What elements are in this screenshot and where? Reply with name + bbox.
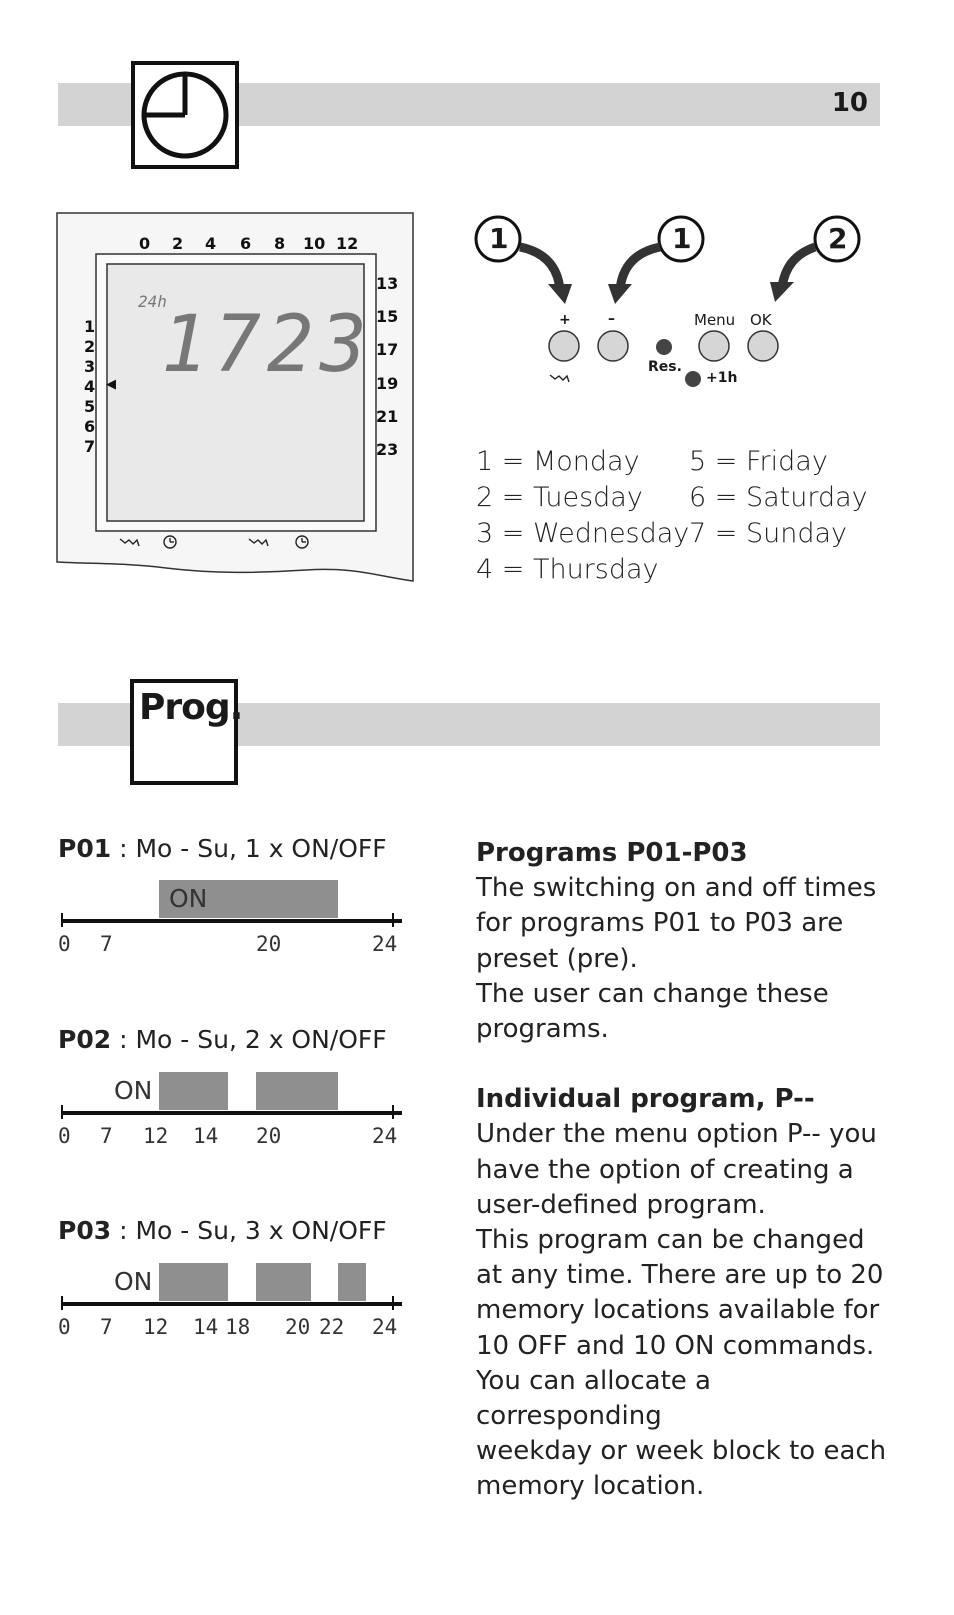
program-desc: : Mo - Su, 3 x ON/OFF: [119, 1216, 387, 1245]
day-number: 7: [84, 437, 96, 456]
tick-label: 24: [372, 1315, 398, 1339]
on-interval-bar: [338, 1263, 366, 1301]
timeline-start-tick: [61, 1296, 63, 1310]
res-button-label: Res.: [648, 359, 682, 375]
timeline-axis: [62, 1111, 402, 1115]
weekday-entry: 2 = Tuesday: [476, 482, 643, 513]
weekday-entry: 7 = Sunday: [689, 518, 847, 549]
program-desc: : Mo - Su, 2 x ON/OFF: [119, 1025, 387, 1054]
tick-label: 0: [58, 1315, 71, 1339]
current-day-marker-icon: ◀: [106, 377, 116, 392]
scale-label: 23: [376, 440, 399, 459]
scale-label: 17: [376, 340, 399, 359]
on-interval-bar: [256, 1072, 339, 1110]
tick-label: 7: [100, 1124, 113, 1148]
on-interval-bar: [159, 1072, 228, 1110]
text-line: You can allocate a corresponding: [476, 1365, 711, 1432]
callout-number: 2: [828, 222, 848, 255]
text-line: programs.: [476, 1014, 609, 1045]
timeline-start-tick: [61, 913, 63, 927]
timeline-start-tick: [61, 1105, 63, 1119]
weekday-entry: 3 = Wednesday: [476, 518, 690, 549]
program-p01-title: [58, 834, 387, 863]
text-line: This program can be changed: [476, 1225, 865, 1256]
program-code: P01: [58, 834, 112, 863]
buttons-panel: [470, 212, 870, 402]
scale-label: 2: [172, 234, 184, 253]
text-line: for programs P01 to P03 are: [476, 908, 844, 939]
scale-label: 4: [205, 234, 217, 253]
day-number: 5: [84, 397, 96, 416]
program-p01-timeline: [58, 880, 408, 970]
text-line: memory location.: [476, 1471, 705, 1502]
scale-label: 13: [376, 274, 399, 293]
text-line: have the option of creating a: [476, 1154, 854, 1185]
tick-label: 24: [372, 932, 398, 956]
day-number: 3: [84, 357, 96, 376]
programs-heading: Programs P01-P03: [476, 838, 748, 868]
program-desc: : Mo - Su, 1 x ON/OFF: [119, 834, 387, 863]
individual-program-heading: Individual program, P--: [476, 1084, 815, 1115]
tick-label: 18: [225, 1315, 251, 1339]
tick-label: 12: [143, 1124, 169, 1148]
clock-icon: [131, 61, 239, 169]
tick-label: 12: [143, 1315, 169, 1339]
day-number: 6: [84, 417, 96, 436]
tick-label: 20: [256, 932, 282, 956]
timer-display-illustration: [56, 212, 416, 587]
timeline-end-tick: [392, 1105, 394, 1119]
spacer: [476, 1047, 896, 1082]
tick-label: 0: [58, 932, 71, 956]
text-line: user-defined program.: [476, 1189, 766, 1220]
mode-label: 24h: [138, 292, 167, 311]
tick-label: 0: [58, 1124, 71, 1148]
text-line: at any time. There are up to 20: [476, 1260, 884, 1291]
day-number: 4: [84, 377, 96, 396]
plus1h-button-label: +1h: [706, 370, 738, 386]
day-number: 1: [84, 317, 96, 336]
callout-number: 1: [672, 222, 692, 255]
scale-label: 12: [336, 234, 359, 253]
day-number: 2: [84, 337, 96, 356]
timeline-axis: [62, 919, 402, 923]
text-line: Under the menu option P-- you: [476, 1119, 877, 1150]
weekday-entry: 6 = Saturday: [689, 482, 868, 513]
scale-label: 0: [139, 234, 151, 253]
page-number: 10: [831, 88, 868, 118]
scale-label: 15: [376, 307, 399, 326]
prog-icon-label: Prog.: [139, 687, 243, 728]
weekday-entry: 5 = Friday: [689, 446, 828, 477]
scale-label: 19: [376, 374, 399, 393]
weekday-legend-col2: [689, 444, 868, 552]
on-interval-bar: [256, 1263, 311, 1301]
lcd-time-value: 1723: [161, 300, 373, 390]
menu-button-label: Menu: [694, 311, 736, 329]
program-code: P03: [58, 1216, 112, 1245]
tick-label: 20: [256, 1124, 282, 1148]
text-line: 10 OFF and 10 ON commands.: [476, 1330, 875, 1361]
callout-number: 1: [489, 222, 509, 255]
text-line: memory locations available for: [476, 1295, 880, 1326]
timeline-axis: [62, 1302, 402, 1306]
tick-label: 22: [319, 1315, 345, 1339]
timeline-end-tick: [392, 1296, 394, 1310]
scale-label: 10: [303, 234, 326, 253]
scale-label: 6: [240, 234, 252, 253]
plus-button-label: +: [559, 312, 571, 328]
on-label: ON: [114, 1267, 153, 1296]
programs-description: [476, 836, 896, 1505]
weekday-entry: 1 = Monday: [476, 446, 640, 477]
program-p02-timeline: [58, 1072, 408, 1162]
text-line: The switching on and off times: [476, 873, 877, 904]
timeline-end-tick: [392, 913, 394, 927]
weekday-entry: 4 = Thursday: [476, 554, 659, 585]
tick-label: 14: [193, 1315, 219, 1339]
text-line: weekday or week block to each: [476, 1436, 887, 1467]
tick-label: 24: [372, 1124, 398, 1148]
on-label: ON: [169, 884, 208, 913]
tick-label: 7: [100, 932, 113, 956]
text-line: preset (pre).: [476, 943, 638, 974]
prog-icon: [130, 679, 243, 785]
scale-label: 8: [274, 234, 286, 253]
on-label: ON: [114, 1076, 153, 1105]
tick-label: 20: [285, 1315, 311, 1339]
tick-label: 7: [100, 1315, 113, 1339]
weekday-legend-col1: [476, 444, 689, 588]
program-p03-timeline: [58, 1263, 408, 1353]
ok-button-label: OK: [750, 311, 772, 329]
scale-label: 21: [376, 407, 399, 426]
text-line: The user can change these: [476, 978, 829, 1009]
program-p02-title: [58, 1025, 387, 1054]
minus-button-label: –: [608, 311, 615, 327]
program-code: P02: [58, 1025, 112, 1054]
tick-label: 14: [193, 1124, 219, 1148]
program-p03-title: [58, 1216, 387, 1245]
on-interval-bar: [159, 1263, 228, 1301]
